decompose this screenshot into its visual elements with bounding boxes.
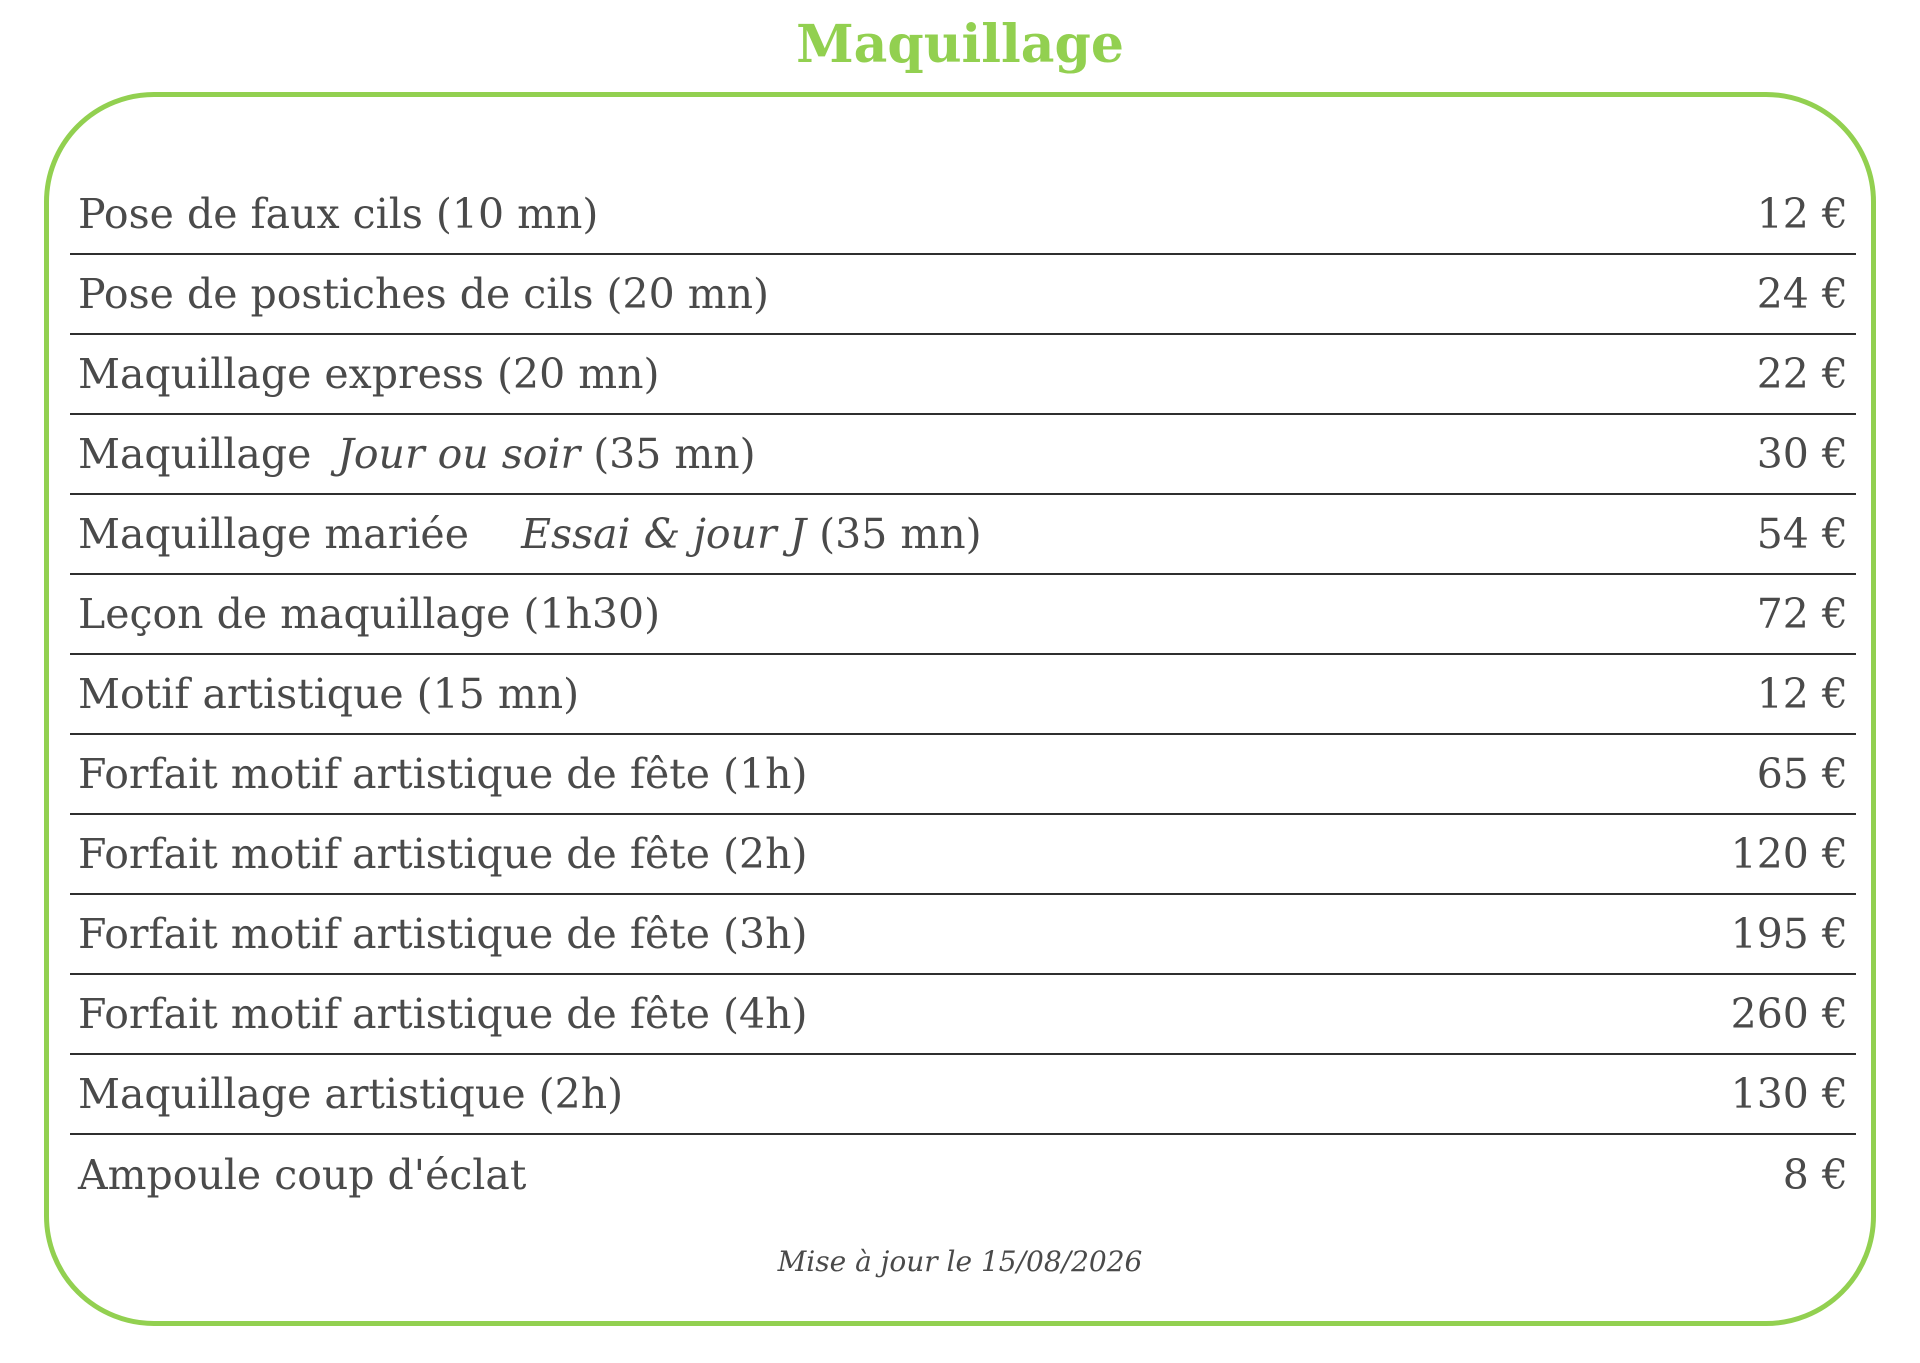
list-item <box>70 895 1856 975</box>
list-item <box>70 175 1856 255</box>
item-label: Leçon de maquillage (1h30) <box>78 590 661 638</box>
item-price: 260 € <box>1730 990 1848 1038</box>
item-price: 30 € <box>1756 430 1848 478</box>
list-item <box>70 255 1856 335</box>
list-item <box>70 975 1856 1055</box>
list-item <box>70 575 1856 655</box>
item-price: 130 € <box>1730 1070 1848 1118</box>
list-item <box>70 1055 1856 1135</box>
item-label-italic: Jour ou soir <box>337 430 581 478</box>
item-label: Forfait motif artistique de fête (1h) <box>78 750 808 798</box>
list-item <box>70 735 1856 815</box>
list-item <box>70 495 1856 575</box>
item-label-duration: (35 mn) <box>806 510 982 558</box>
update-note: Mise à jour le 15/08/2026 <box>777 1245 1143 1278</box>
item-label-main: Maquillage <box>78 430 338 478</box>
list-item <box>70 335 1856 415</box>
item-label-duration: (35 mn) <box>580 430 756 478</box>
item-price: 54 € <box>1756 510 1848 558</box>
item-label: Forfait motif artistique de fête (3h) <box>78 910 808 958</box>
item-label-main: Maquillage mariée <box>78 510 522 558</box>
item-label: Forfait motif artistique de fête (4h) <box>78 990 808 1038</box>
item-price: 22 € <box>1756 350 1848 398</box>
item-price: 65 € <box>1756 750 1848 798</box>
item-price: 24 € <box>1756 270 1848 318</box>
page-title: Maquillage <box>796 14 1124 75</box>
list-item <box>70 815 1856 895</box>
item-price: 8 € <box>1782 1151 1848 1199</box>
item-label: Maquillage express (20 mn) <box>78 350 660 398</box>
list-item <box>70 655 1856 735</box>
item-price: 120 € <box>1730 830 1848 878</box>
item-label-italic: Essai & jour J <box>521 510 807 558</box>
list-item <box>70 1135 1856 1215</box>
item-label: Maquillage artistique (2h) <box>78 1070 624 1118</box>
item-label: Forfait motif artistique de fête (2h) <box>78 830 808 878</box>
price-list <box>70 175 1856 1215</box>
item-label: Ampoule coup d'éclat <box>78 1151 527 1199</box>
item-label: Motif artistique (15 mn) <box>78 670 580 718</box>
item-label <box>78 430 756 478</box>
item-price: 12 € <box>1756 190 1848 238</box>
item-label <box>78 510 982 558</box>
item-label: Pose de postiches de cils (20 mn) <box>78 270 770 318</box>
item-label: Pose de faux cils (10 mn) <box>78 190 599 238</box>
list-item <box>70 415 1856 495</box>
item-price: 72 € <box>1756 590 1848 638</box>
item-price: 195 € <box>1730 910 1848 958</box>
item-price: 12 € <box>1756 670 1848 718</box>
